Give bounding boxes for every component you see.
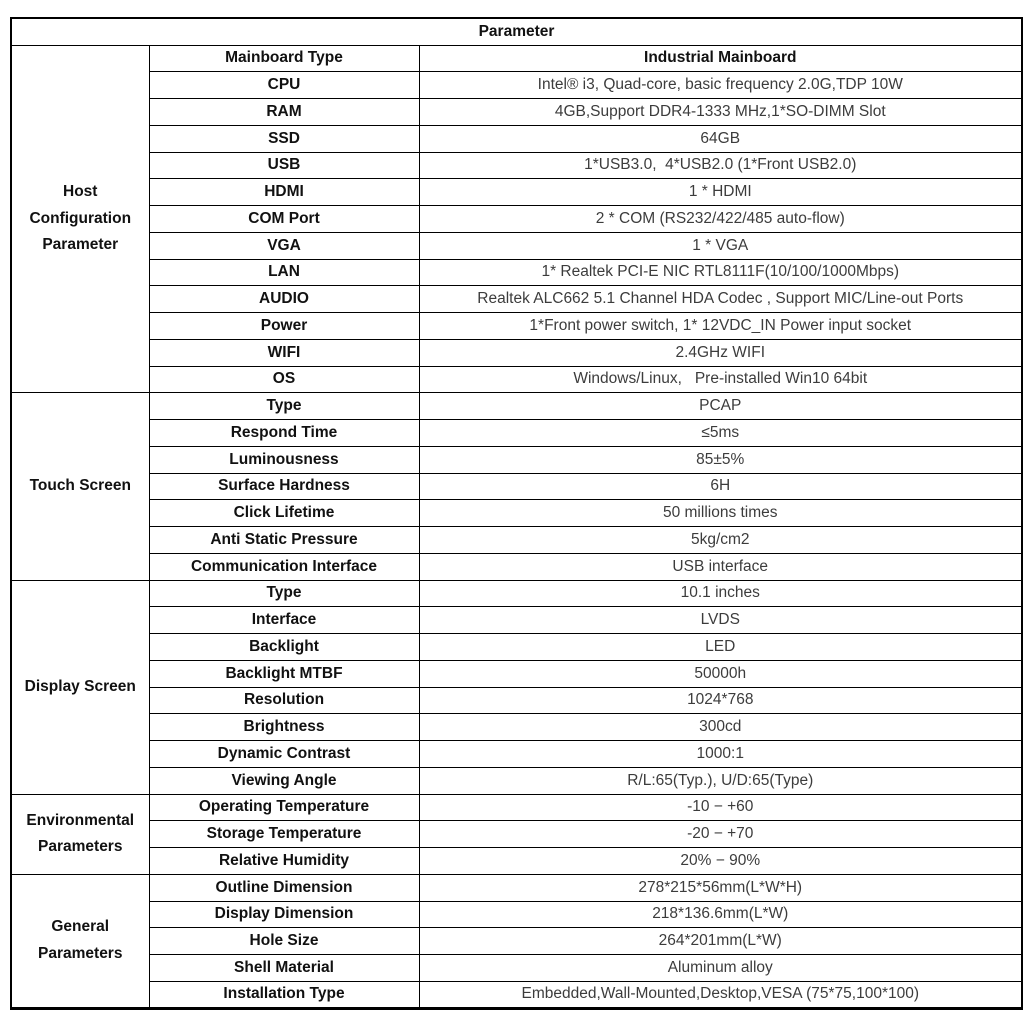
table-row: [11, 232, 1022, 259]
param-name: OS: [149, 366, 419, 393]
group-label: General Parameters: [38, 918, 123, 962]
table-row: [11, 527, 1022, 554]
group-label: Environmental Parameters: [26, 811, 135, 856]
table-row: [11, 99, 1022, 126]
group-label: Touch Screen: [29, 477, 131, 495]
param-name: Dynamic Contrast: [149, 741, 419, 768]
param-value: Realtek ALC662 5.1 Channel HDA Codec , Support MIC/Line-out Ports: [419, 286, 1022, 313]
param-value: 6H: [419, 473, 1022, 500]
table-row: [11, 660, 1022, 687]
param-name: Hole Size: [149, 928, 419, 955]
param-name: Backlight MTBF: [149, 660, 419, 687]
group-label-cell: [11, 393, 149, 580]
table-row: [11, 687, 1022, 714]
param-value: 1 * HDMI: [419, 179, 1022, 206]
param-value: 300cd: [419, 714, 1022, 741]
param-name: Outline Dimension: [149, 874, 419, 901]
table-header-row: [11, 18, 1022, 45]
table-row: [11, 313, 1022, 340]
param-value: 218*136.6mm(L*W): [419, 901, 1022, 928]
table-row: [11, 794, 1022, 821]
param-name: Respond Time: [149, 420, 419, 447]
param-name: Viewing Angle: [149, 767, 419, 794]
param-value: LED: [419, 634, 1022, 661]
table-row: [11, 500, 1022, 527]
param-name: Operating Temperature: [149, 794, 419, 821]
param-value: Intel® i3, Quad-core, basic frequency 2.0G,TDP 10W: [419, 72, 1022, 99]
table-row: [11, 741, 1022, 768]
param-value: 4GB,Support DDR4-1333 MHz,1*SO-DIMM Slot: [419, 99, 1022, 126]
param-name: AUDIO: [149, 286, 419, 313]
param-value: Windows/Linux, Pre-installed Win10 64bit: [419, 366, 1022, 393]
param-name: WIFI: [149, 339, 419, 366]
param-name: Brightness: [149, 714, 419, 741]
group-label: Host Configuration Parameter: [29, 183, 132, 254]
param-value: 50000h: [419, 660, 1022, 687]
param-name: Type: [149, 393, 419, 420]
param-name: Communication Interface: [149, 553, 419, 580]
param-value: 5kg/cm2: [419, 527, 1022, 554]
param-value: 20% − 90%: [419, 848, 1022, 875]
param-name: Display Dimension: [149, 901, 419, 928]
param-value: R/L:65(Typ.), U/D:65(Type): [419, 767, 1022, 794]
param-value: 264*201mm(L*W): [419, 928, 1022, 955]
table-row: [11, 366, 1022, 393]
param-name: CPU: [149, 72, 419, 99]
param-value: 278*215*56mm(L*W*H): [419, 874, 1022, 901]
param-name: Shell Material: [149, 955, 419, 982]
table-row: [11, 286, 1022, 313]
param-value: 1 * VGA: [419, 232, 1022, 259]
table-row: [11, 45, 1022, 72]
table-row: [11, 420, 1022, 447]
param-value: USB interface: [419, 553, 1022, 580]
table-row: [11, 821, 1022, 848]
param-name: Power: [149, 313, 419, 340]
table-row: [11, 179, 1022, 206]
group-label-cell: [11, 794, 149, 874]
param-value: 1000:1: [419, 741, 1022, 768]
param-name: Installation Type: [149, 981, 419, 1008]
param-name: Interface: [149, 607, 419, 634]
param-value: 64GB: [419, 125, 1022, 152]
group-label: Display Screen: [24, 677, 136, 695]
param-name: HDMI: [149, 179, 419, 206]
param-value: 85±5%: [419, 446, 1022, 473]
param-name: USB: [149, 152, 419, 179]
param-value: Industrial Mainboard: [419, 45, 1022, 72]
table-row: [11, 874, 1022, 901]
param-name: Relative Humidity: [149, 848, 419, 875]
param-value: ≤5ms: [419, 420, 1022, 447]
param-name: Click Lifetime: [149, 500, 419, 527]
table-row: [11, 206, 1022, 233]
table-row: [11, 767, 1022, 794]
param-value: 50 millions times: [419, 500, 1022, 527]
table-row: [11, 72, 1022, 99]
param-value: -10 − +60: [419, 794, 1022, 821]
table-row: [11, 339, 1022, 366]
table-row: [11, 607, 1022, 634]
table-row: [11, 634, 1022, 661]
param-value: 1* Realtek PCI-E NIC RTL8111F(10/100/1000Mbps): [419, 259, 1022, 286]
table-row: [11, 981, 1022, 1008]
group-label-cell: [11, 874, 149, 1008]
table-title: Parameter: [11, 18, 1022, 45]
param-name: RAM: [149, 99, 419, 126]
table-row: [11, 473, 1022, 500]
table-row: [11, 393, 1022, 420]
param-value: Embedded,Wall-Mounted,Desktop,VESA (75*75,100*100): [419, 981, 1022, 1008]
param-name: SSD: [149, 125, 419, 152]
param-name: Storage Temperature: [149, 821, 419, 848]
param-name: Luminousness: [149, 446, 419, 473]
param-name: Mainboard Type: [149, 45, 419, 72]
table-row: [11, 580, 1022, 607]
param-value: 1*USB3.0, 4*USB2.0 (1*Front USB2.0): [419, 152, 1022, 179]
param-name: Resolution: [149, 687, 419, 714]
param-value: LVDS: [419, 607, 1022, 634]
param-value: Aluminum alloy: [419, 955, 1022, 982]
table-row: [11, 553, 1022, 580]
param-value: 1*Front power switch, 1* 12VDC_IN Power input socket: [419, 313, 1022, 340]
param-value: 1024*768: [419, 687, 1022, 714]
param-name: Anti Static Pressure: [149, 527, 419, 554]
table-row: [11, 446, 1022, 473]
spec-table-body: [11, 45, 1022, 1008]
param-name: Backlight: [149, 634, 419, 661]
param-name: LAN: [149, 259, 419, 286]
param-value: -20 − +70: [419, 821, 1022, 848]
table-row: [11, 714, 1022, 741]
table-row: [11, 152, 1022, 179]
param-name: Type: [149, 580, 419, 607]
table-row: [11, 955, 1022, 982]
param-value: 10.1 inches: [419, 580, 1022, 607]
param-value: PCAP: [419, 393, 1022, 420]
param-name: VGA: [149, 232, 419, 259]
table-row: [11, 259, 1022, 286]
param-name: COM Port: [149, 206, 419, 233]
spec-table: [10, 17, 1023, 1010]
table-row: [11, 125, 1022, 152]
param-value: 2.4GHz WIFI: [419, 339, 1022, 366]
group-label-cell: [11, 580, 149, 794]
param-value: 2 * COM (RS232/422/485 auto-flow): [419, 206, 1022, 233]
table-row: [11, 901, 1022, 928]
table-row: [11, 848, 1022, 875]
table-row: [11, 928, 1022, 955]
group-label-cell: [11, 45, 149, 393]
param-name: Surface Hardness: [149, 473, 419, 500]
